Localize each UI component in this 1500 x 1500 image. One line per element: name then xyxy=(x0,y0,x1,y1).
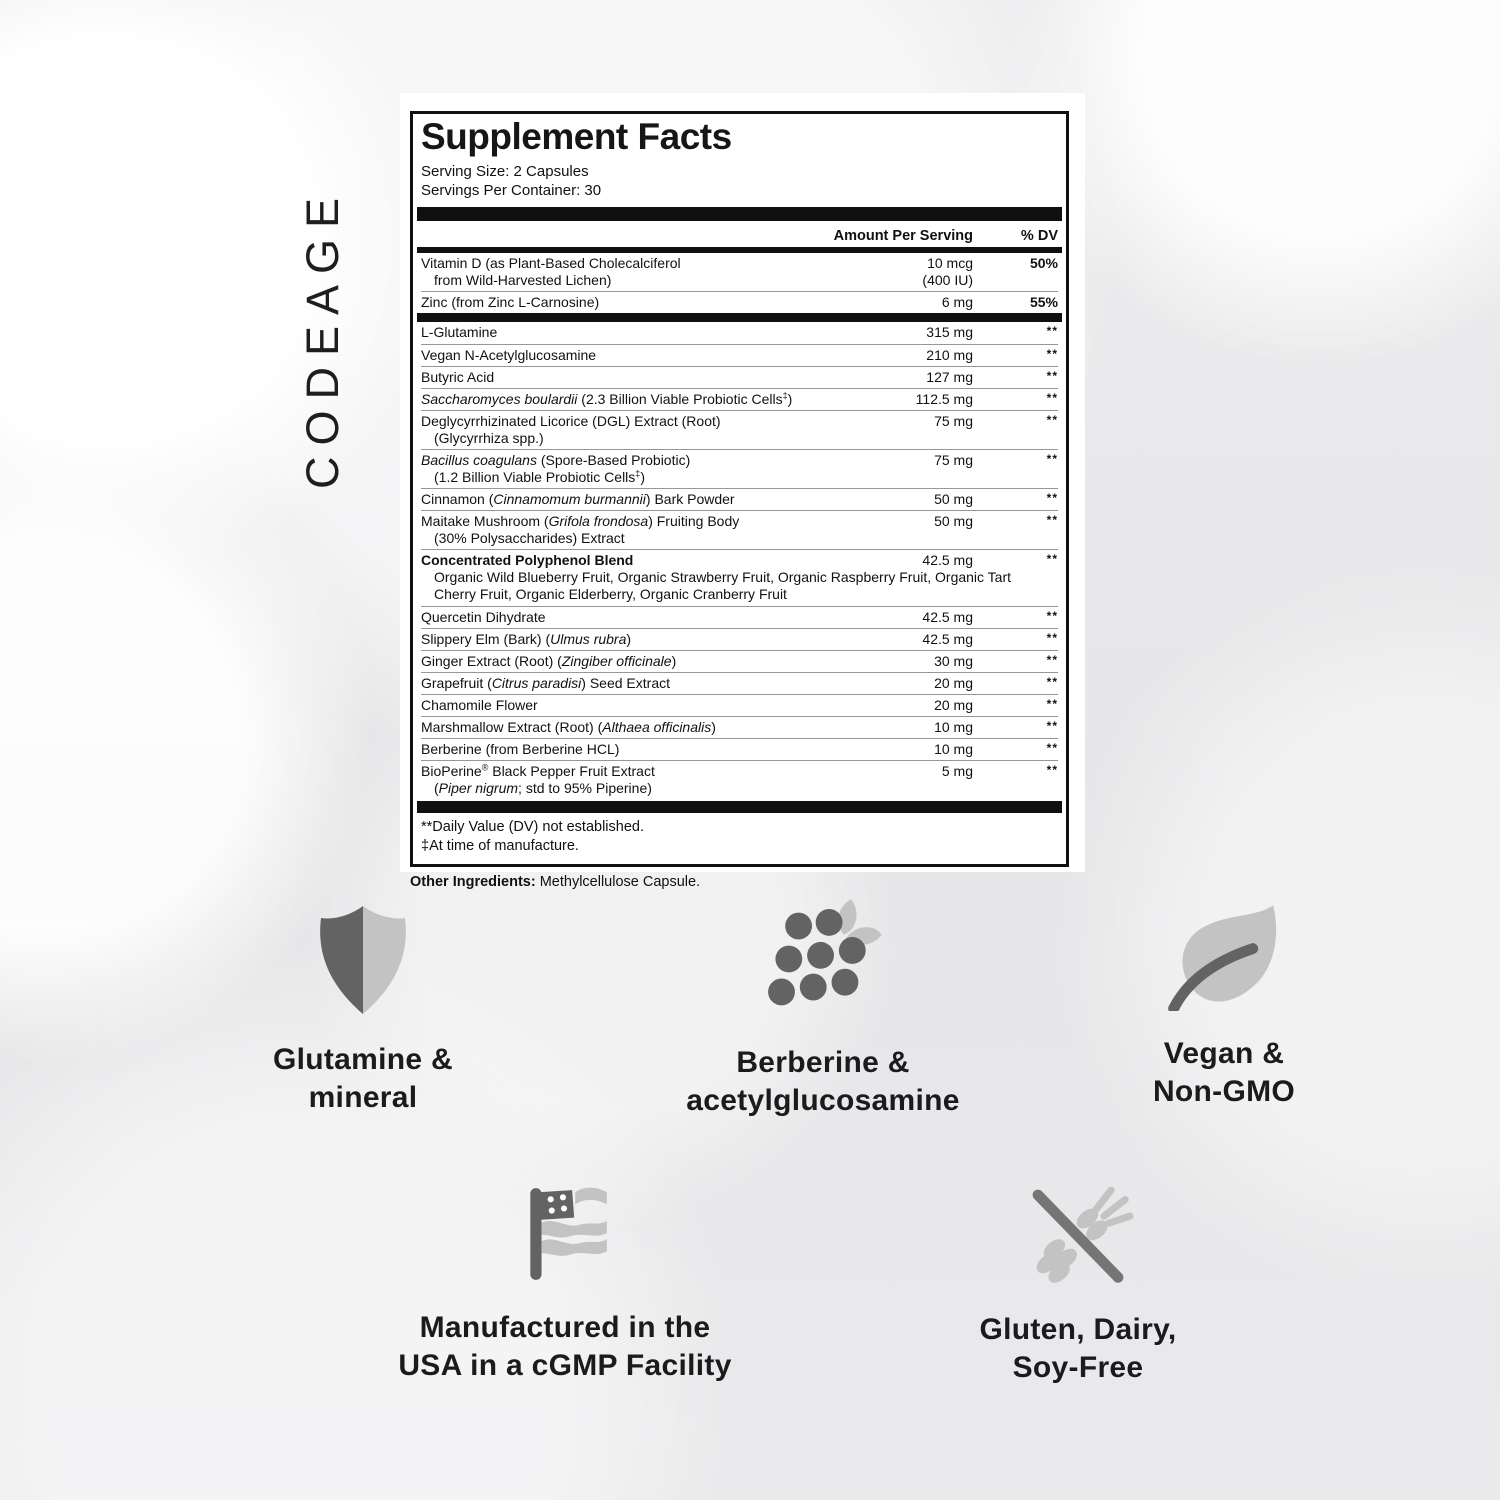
ingredient-row xyxy=(421,322,1058,343)
ingredient-name: BioPerine® Black Pepper Fruit Extract xyxy=(421,762,655,780)
ingredient-name: Bacillus coagulans (Spore-Based Probiotic) xyxy=(421,451,691,468)
ingredient-amount: 210 mg xyxy=(926,346,973,363)
feature-vegan xyxy=(1049,903,1399,1111)
ingredient-subtext: Organic Wild Blueberry Fruit, Organic Strawberry Fruit, Organic Raspberry Fruit, Organic Tart Cherry Fruit, Organic Elderberry, Organic Cranberry Fruit xyxy=(434,569,1012,603)
ingredient-dv: ** xyxy=(1046,368,1058,383)
ingredient-row xyxy=(421,628,1058,650)
feature-label: Berberine & acetylglucosamine xyxy=(686,1046,960,1118)
ingredient-amount: 50 mg xyxy=(934,491,973,508)
supplement-facts-panel xyxy=(400,93,1085,890)
ingredient-row xyxy=(421,253,1058,291)
percent-dv-header: % DV xyxy=(1020,228,1058,245)
ingredient-row xyxy=(421,672,1058,694)
ingredient-dv: ** xyxy=(1046,718,1058,733)
ingredient-amount: 42.5 mg xyxy=(922,630,973,647)
feature-label: Gluten, Dairy, Soy-Free xyxy=(979,1313,1177,1385)
ingredient-amount: 6 mg xyxy=(941,294,973,311)
ingredient-row xyxy=(421,650,1058,672)
ingredient-name: Zinc (from Zinc L-Carnosine) xyxy=(421,294,600,311)
other-ingredients-label: Other Ingredients: xyxy=(410,873,536,890)
other-ingredients xyxy=(410,874,1069,890)
ingredient-amount: 20 mg xyxy=(934,696,973,713)
berries-icon xyxy=(762,898,884,1020)
ingredient-dv: 50% xyxy=(1029,255,1058,272)
ingredient-dv: ** xyxy=(1046,763,1058,778)
ingredient-dv: ** xyxy=(1046,412,1058,427)
ingredient-dv: ** xyxy=(1046,390,1058,405)
ingredient-row xyxy=(421,344,1058,366)
ingredient-row xyxy=(421,738,1058,760)
feature-label: Glutamine & mineral xyxy=(273,1043,453,1115)
ingredient-name: Cinnamon (Cinnamomum burmannii) Bark Powder xyxy=(421,491,735,508)
ingredient-amount: 10 mcg (400 IU) xyxy=(922,255,973,289)
ingredient-subtext: (30% Polysaccharides) Extract xyxy=(434,530,625,547)
ingredient-dv: ** xyxy=(1046,552,1058,567)
feature-label: Vegan & Non-GMO xyxy=(1152,1037,1296,1109)
ingredient-row xyxy=(421,606,1058,628)
ingredient-dv: ** xyxy=(1046,451,1058,466)
shield-icon xyxy=(313,903,413,1017)
ingredient-amount: 5 mg xyxy=(941,763,973,780)
ingredient-dv: ** xyxy=(1046,630,1058,645)
ingredient-amount: 20 mg xyxy=(934,674,973,691)
ingredient-row xyxy=(421,694,1058,716)
divider-bar-mid xyxy=(417,313,1062,322)
ingredient-dv: ** xyxy=(1046,674,1058,689)
footnotes xyxy=(421,813,1058,860)
ingredient-row xyxy=(421,388,1058,410)
ingredient-dv: 55% xyxy=(1029,294,1058,311)
leaf-icon xyxy=(1164,903,1284,1011)
ingredient-subtext: (Glycyrrhiza spp.) xyxy=(434,429,544,446)
brand-logo: CODEAGE xyxy=(297,186,348,489)
ingredient-subtext: from Wild-Harvested Lichen) xyxy=(434,272,612,289)
column-headers xyxy=(421,224,1058,245)
ingredient-row xyxy=(421,760,1058,799)
ingredient-subtext: (Piper nigrum; std to 95% Piperine) xyxy=(434,780,652,797)
ingredient-dv: ** xyxy=(1046,324,1058,339)
ingredient-dv: ** xyxy=(1046,346,1058,361)
ingredient-name: Berberine (from Berberine HCL) xyxy=(421,741,620,758)
ingredient-name: Deglycyrrhizinated Licorice (DGL) Extract (Root) xyxy=(421,412,721,429)
serving-size: Serving Size: 2 Capsules xyxy=(421,162,589,180)
ingredient-name: Vitamin D (as Plant-Based Cholecalciferol xyxy=(421,255,681,272)
ingredient-dv: ** xyxy=(1046,696,1058,711)
ingredient-dv: ** xyxy=(1046,491,1058,506)
ingredient-amount: 50 mg xyxy=(934,513,973,530)
ingredient-name: Slippery Elm (Bark) (Ulmus rubra) xyxy=(421,630,632,647)
ingredient-row xyxy=(421,410,1058,449)
ingredient-row xyxy=(421,549,1058,605)
ingredient-name: Concentrated Polyphenol Blend xyxy=(421,552,634,569)
ingredient-name: Grapefruit (Citrus paradisi) Seed Extract xyxy=(421,674,670,691)
ingredient-dv: ** xyxy=(1046,741,1058,756)
no-gluten-icon xyxy=(1019,1183,1137,1287)
feature-made-in-usa xyxy=(350,1183,780,1385)
feature-berberine xyxy=(628,898,1018,1120)
ingredient-amount: 315 mg xyxy=(926,324,973,341)
ingredient-row xyxy=(421,488,1058,510)
ingredient-name: Butyric Acid xyxy=(421,368,495,385)
ingredient-amount: 10 mg xyxy=(934,718,973,735)
footnote-manufacture: ‡At time of manufacture. xyxy=(421,838,579,855)
ingredient-amount: 10 mg xyxy=(934,741,973,758)
ingredient-name: Saccharomyces boulardii (2.3 Billion Viable Probiotic Cells‡) xyxy=(421,390,793,407)
ingredient-name: L-Glutamine xyxy=(421,324,498,341)
ingredient-rows xyxy=(421,253,1058,799)
ingredient-dv: ** xyxy=(1046,608,1058,623)
ingredient-amount: 127 mg xyxy=(926,368,973,385)
feature-label: Manufactured in the USA in a cGMP Facility xyxy=(398,1311,732,1383)
ingredient-amount: 42.5 mg xyxy=(922,552,973,569)
ingredient-name: Quercetin Dihydrate xyxy=(421,608,546,625)
ingredient-row xyxy=(421,366,1058,388)
facts-title: Supplement Facts xyxy=(421,116,732,157)
ingredient-name: Ginger Extract (Root) (Zingiber officinale) xyxy=(421,652,677,669)
ingredient-row xyxy=(421,716,1058,738)
supplement-facts-box xyxy=(410,111,1069,867)
ingredient-row xyxy=(421,449,1058,488)
divider-bar-bottom xyxy=(417,801,1062,813)
ingredient-name: Maitake Mushroom (Grifola frondosa) Fruiting Body xyxy=(421,513,740,530)
feature-allergen-free xyxy=(893,1183,1263,1387)
divider-bar-top xyxy=(417,207,1062,221)
feature-glutamine-mineral xyxy=(208,903,518,1117)
ingredient-amount: 75 mg xyxy=(934,451,973,468)
usa-flag-icon xyxy=(514,1183,616,1285)
ingredient-name: Chamomile Flower xyxy=(421,696,538,713)
footnote-daily-value: **Daily Value (DV) not established. xyxy=(421,819,644,836)
ingredient-row xyxy=(421,291,1058,313)
ingredient-amount: 75 mg xyxy=(934,412,973,429)
ingredient-amount: 112.5 mg xyxy=(915,390,973,407)
ingredient-dv: ** xyxy=(1046,652,1058,667)
ingredient-amount: 30 mg xyxy=(934,652,973,669)
ingredient-dv: ** xyxy=(1046,513,1058,528)
amount-per-serving-header: Amount Per Serving xyxy=(833,228,973,245)
ingredient-row xyxy=(421,510,1058,549)
ingredient-subtext: (1.2 Billion Viable Probiotic Cells‡) xyxy=(434,468,645,485)
ingredient-name: Vegan N-Acetylglucosamine xyxy=(421,346,597,363)
other-ingredients-value: Methylcellulose Capsule. xyxy=(535,873,701,890)
ingredient-amount: 42.5 mg xyxy=(922,608,973,625)
ingredient-name: Marshmallow Extract (Root) (Althaea officinalis) xyxy=(421,718,716,735)
servings-per-container: Servings Per Container: 30 xyxy=(421,182,602,200)
